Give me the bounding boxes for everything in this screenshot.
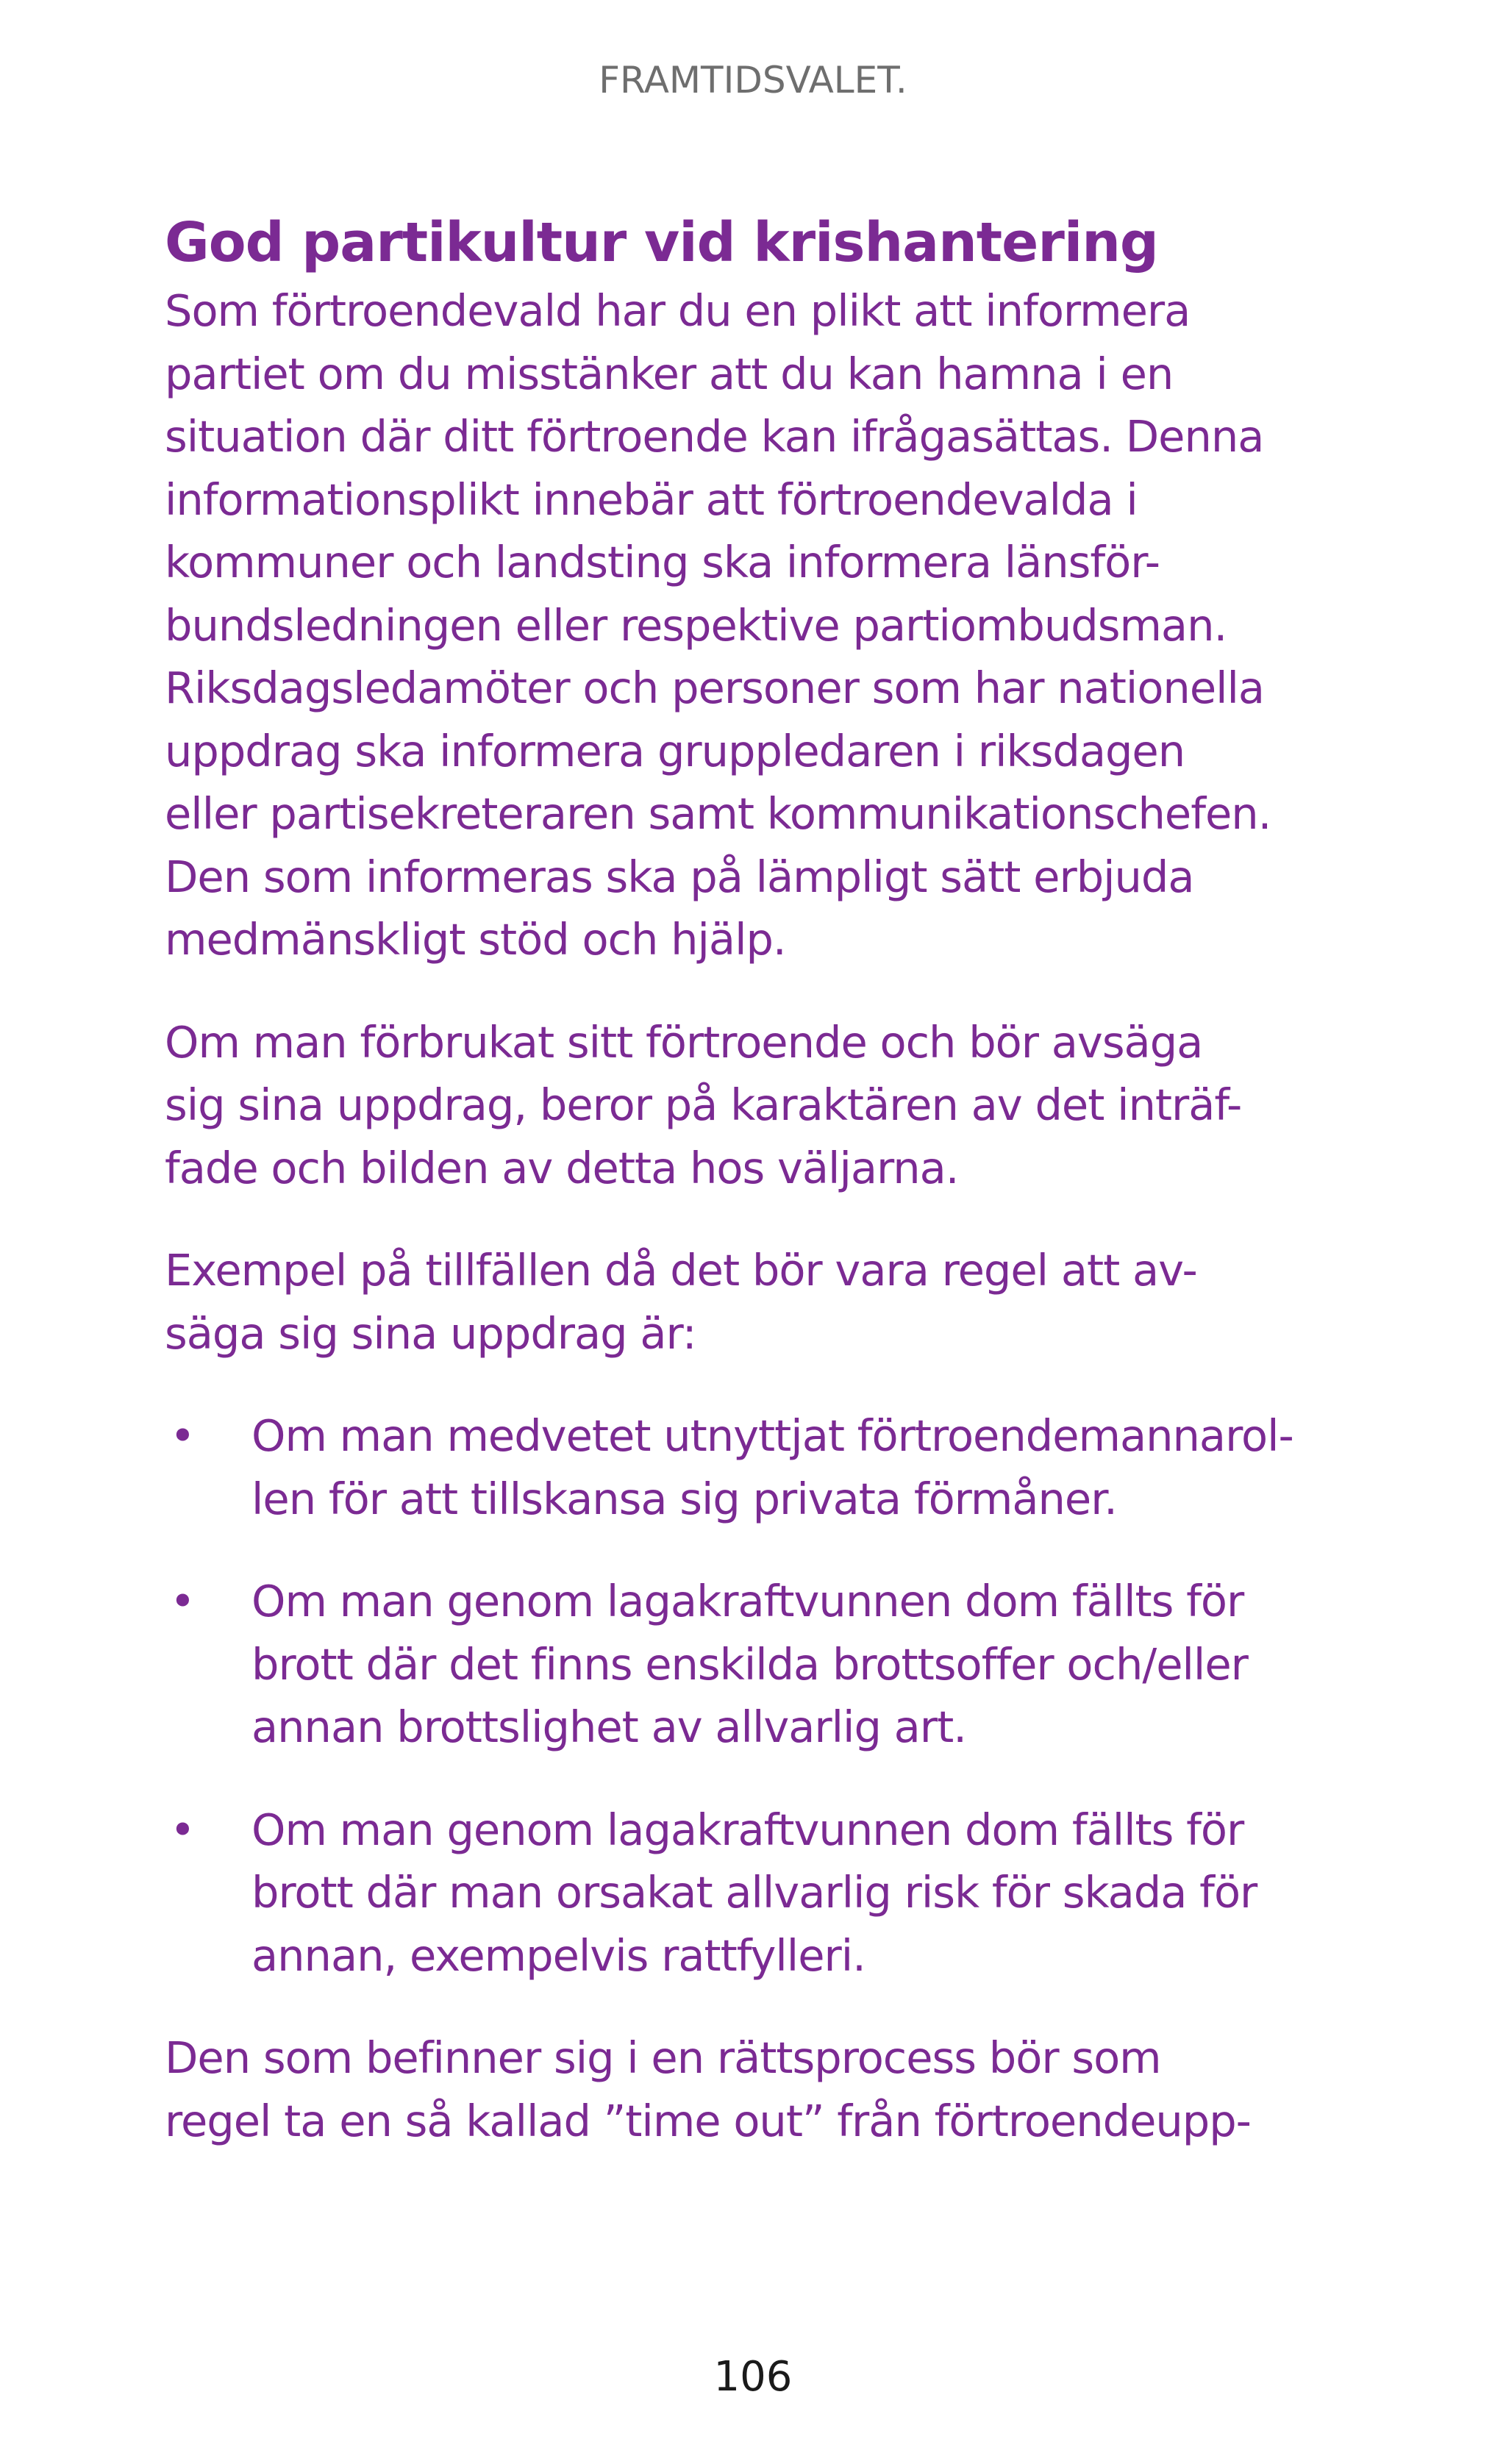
paragraph-spacer	[165, 1365, 1268, 1404]
text-line: säga sig sina uppdrag är:	[165, 1307, 696, 1359]
running-header: FRAMTIDSVALET.	[599, 59, 907, 101]
paragraph-forbrukat-fortroende	[165, 1011, 1268, 1200]
text-line: Den som informeras ska på lämpligt sätt erbjuda	[165, 851, 1194, 902]
text-line: sig sina uppdrag, beror på karaktären av det inträf-	[165, 1079, 1242, 1130]
text-line: Om man medvetet utnyttjat förtroendemannarol-	[251, 1410, 1293, 1461]
text-line: Om man genom lagakraftvunnen dom fällts för	[251, 1804, 1244, 1855]
text-line: informationsplikt innebär att förtroendevalda i	[165, 474, 1138, 525]
text-line: Riksdagsledamöter och personer som har nationella	[165, 663, 1265, 713]
paragraph-spacer	[165, 1199, 1268, 1239]
text-line: uppdrag ska informera gruppledaren i riksdagen	[165, 725, 1185, 776]
text-line: fade och bilden av detta hos väljarna.	[165, 1142, 959, 1193]
section-heading: God partikultur vid krishantering	[165, 211, 1158, 274]
text-line: brott där man orsakat allvarlig risk för skada för	[251, 1867, 1257, 1918]
text-line: bundsledningen eller respektive partiombudsman.	[165, 599, 1227, 651]
page-content	[165, 206, 1293, 2152]
text-line: Om man förbrukat sitt förtroende och bör avsäga	[165, 1016, 1203, 1068]
text-line: Den som befinner sig i en rättsprocess bör som	[165, 2032, 1161, 2083]
examples-bullet-list	[165, 1404, 1293, 1987]
text-line: regel ta en så kallad ”time out” från förtroendeupp-	[165, 2095, 1251, 2146]
text-line: annan brottslighet av allvarlig art.	[251, 1701, 966, 1752]
text-line: eller partisekreteraren samt kommunikationschefen.	[165, 788, 1271, 839]
paragraph-spacer	[165, 971, 1268, 1011]
text-line: Exempel på tillfällen då det bör vara regel att av-	[165, 1245, 1197, 1296]
page-number: 106	[713, 2353, 793, 2401]
bullet-icon: •	[170, 1410, 195, 1461]
paragraph-spacer	[165, 1759, 1268, 1799]
text-line: partiet om du misstänker att du kan hamna i en	[165, 348, 1174, 399]
text-line: brott där det finns enskilda brottsoffer och/eller	[251, 1638, 1248, 1690]
bullet-item	[165, 1799, 1268, 1988]
bullet-icon: •	[170, 1804, 195, 1855]
paragraph-informationsplikt	[165, 279, 1271, 971]
text-line: Som förtroendevald har du en plikt att informera	[165, 285, 1191, 336]
paragraph-exempel-intro	[165, 1239, 1268, 1365]
paragraph-spacer	[165, 1987, 1268, 2026]
bullet-icon: •	[170, 1576, 195, 1626]
paragraph-rattsprocess	[165, 2026, 1268, 2152]
bullet-item	[165, 1404, 1293, 1530]
text-line: kommuner och landsting ska informera länsför-	[165, 537, 1160, 588]
text-line: medmänskligt stöd och hjälp.	[165, 914, 786, 965]
text-line: situation där ditt förtroende kan ifrågasättas. Denna	[165, 411, 1264, 462]
paragraph-spacer	[165, 1530, 1268, 1570]
text-line: annan, exempelvis rattfylleri.	[251, 1929, 866, 1981]
text-line: Om man genom lagakraftvunnen dom fällts för	[251, 1576, 1244, 1626]
text-line: len för att tillskansa sig privata förmåner.	[251, 1473, 1117, 1524]
bullet-item	[165, 1570, 1268, 1759]
